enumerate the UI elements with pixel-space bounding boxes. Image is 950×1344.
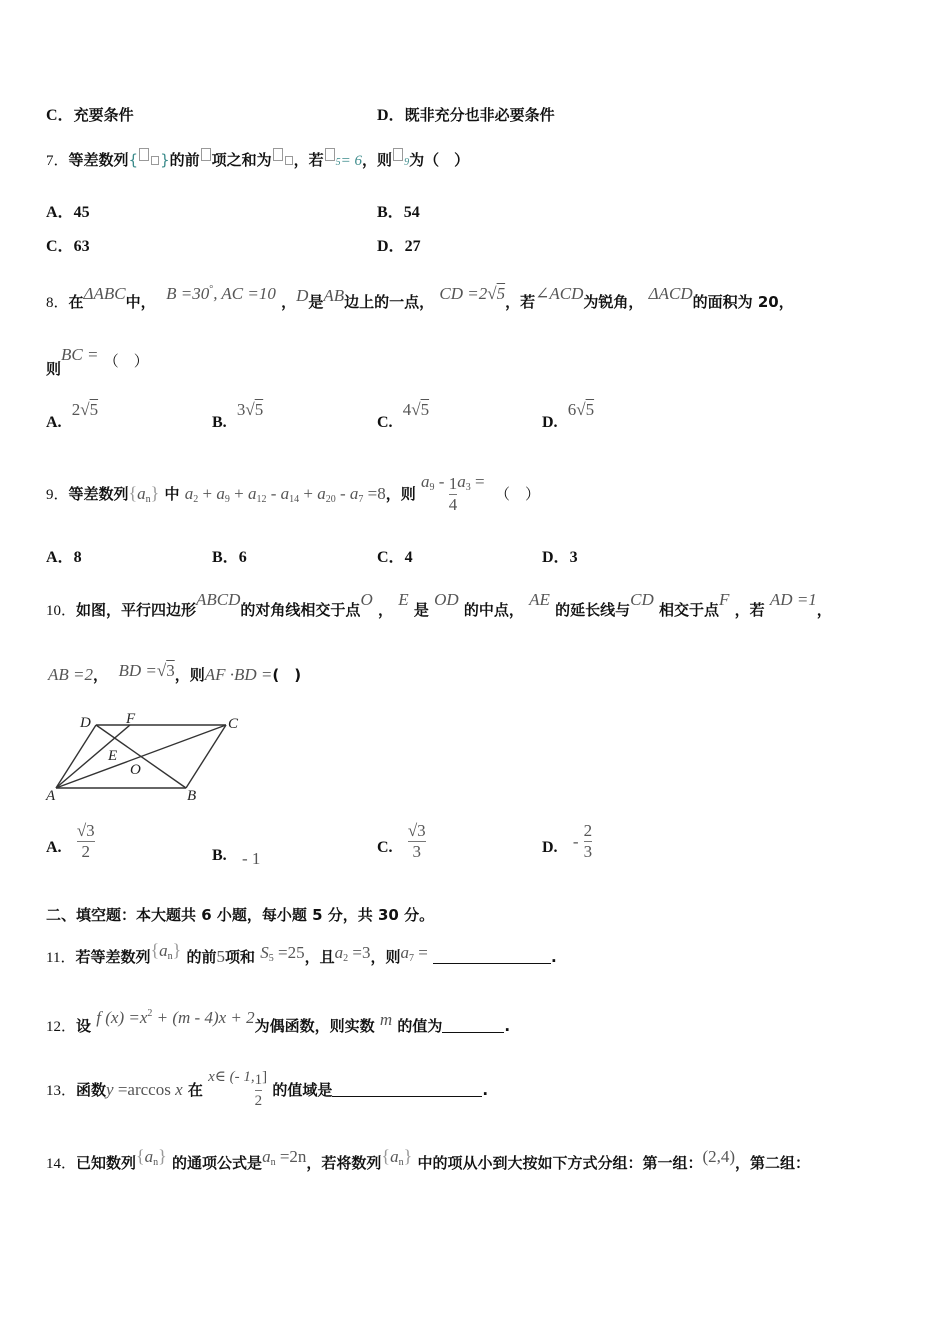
radicand: 3 (166, 661, 175, 680)
math-text: AF ·BD = (204, 665, 273, 684)
question-7 (46, 148, 469, 170)
question-number: 7． (46, 153, 69, 169)
text: 为偶函数，则实数 (254, 1017, 375, 1035)
q7-option-c (46, 233, 90, 256)
radicand: 5 (254, 400, 264, 419)
math-text: y (106, 1080, 114, 1099)
text: 为（ ） (409, 151, 470, 169)
math-text: CD (630, 590, 654, 609)
text: 的通项公式是 (172, 1154, 263, 1172)
q10-option-d: D. - $\frac{2}{3}$ (542, 821, 593, 861)
option-label: A． (46, 204, 74, 221)
radicand: 5 (585, 400, 595, 419)
text: ， (93, 666, 109, 684)
parallelogram-diagram (44, 708, 254, 802)
text: . (551, 948, 557, 966)
equation: $a_2 + a_9 + a_{12} - a_{14} + a_{20} - a_7 =8$ (184, 484, 386, 505)
math-text: AB =2 (48, 665, 93, 684)
text: ，第二组： (735, 1154, 811, 1172)
math-text: CD =2 (439, 284, 488, 303)
option-value: 6 (238, 549, 247, 566)
option-label: B． (212, 549, 239, 566)
text: 的值为 (397, 1017, 443, 1035)
option-value: - 1 (241, 849, 261, 868)
missing-glyph-icon (393, 148, 403, 161)
text: ， (281, 293, 297, 311)
missing-glyph-icon (273, 148, 283, 161)
math-text: ∠ACD (535, 284, 584, 303)
question-number: 13． (46, 1083, 77, 1099)
missing-glyph-icon (201, 148, 211, 161)
subscript: 9 (404, 157, 410, 168)
answer-blank[interactable] (442, 1032, 504, 1033)
math-text: AE (529, 590, 550, 609)
option-value: 27 (404, 238, 421, 255)
option-text: 既非充分也非必要条件 (404, 106, 555, 124)
label-o: O (130, 762, 141, 778)
option-value: 63 (73, 238, 90, 255)
label-d: D (80, 715, 91, 731)
text: 的前 (169, 151, 200, 169)
answer-paren: （ ） (494, 485, 540, 503)
sequence-notation: { } (129, 151, 170, 169)
missing-glyph-icon (325, 148, 335, 161)
text: 为锐角， (583, 293, 644, 311)
text: 若等差数列 (75, 948, 151, 966)
question-number: 14． (46, 1156, 77, 1172)
coef: 2 (71, 400, 81, 419)
q9-option-c (377, 544, 413, 567)
option-label: A. (46, 414, 62, 431)
fraction: $\frac{1}{4}$ (448, 474, 458, 514)
option-label: D． (542, 549, 570, 566)
question-11: 11．若等差数列$\{a_n\}$ 的前5项和 $S_5 =25$，且$a_2 =3$，则$a_7$ = . (46, 940, 557, 966)
text: 的对角线相交于点 (240, 601, 361, 619)
option-label: B. (212, 414, 227, 431)
math-text: m (379, 1010, 393, 1029)
text: ，若将数列 (306, 1154, 382, 1172)
math-text: (2,4) (702, 1147, 736, 1166)
text: 设 (76, 1017, 92, 1035)
option-label: A. (46, 838, 62, 856)
question-number: 10． (46, 603, 77, 619)
question-number: 9． (46, 487, 69, 503)
option-value: 54 (403, 204, 420, 221)
text: 中的项从小到大按如下方式分组：第一组： (417, 1154, 703, 1172)
text: 等差数列 (68, 151, 129, 169)
math-text: BC = (61, 345, 99, 364)
math-text: F (719, 590, 730, 609)
question-12: 12．设 f $(x) =x^2 + (m - 4)x + 2$为偶函数，则实数 m 的值为 . (46, 1008, 511, 1035)
text: 是 (413, 601, 429, 619)
math-text: ΔACD (648, 284, 693, 303)
text: ，且 (304, 948, 335, 966)
coef: 3 (236, 400, 246, 419)
expression: $a_9$ - (421, 472, 449, 493)
math-text: B =30 (166, 284, 210, 303)
label-b: B (187, 788, 197, 802)
text: ，则 (362, 151, 393, 169)
q8-option-b: B. 3√5 (212, 400, 264, 431)
text: 在 (187, 1081, 203, 1099)
text: 等差数列 (68, 485, 129, 503)
text: ，若 (505, 293, 536, 311)
coef: 6 (567, 400, 577, 419)
text: 的延长线与 (555, 601, 631, 619)
text: ，若 (293, 151, 324, 169)
text: 的值域是 (272, 1081, 333, 1099)
question-10-continued: AB =2， BD =√3，则AF ·BD =( ) (48, 661, 302, 684)
question-13: 13．函数y =arccos x 在 x∈ (- 1, $\frac{1}{2}$ ] 的值域是 . (46, 1069, 489, 1109)
answer-paren: ( ) (272, 666, 302, 684)
text: . (482, 1081, 489, 1099)
question-number: 12． (46, 1019, 77, 1035)
text: 中 (164, 485, 180, 503)
q10-option-c: C. $\frac{√3}{3}$ (377, 821, 426, 861)
math-text: = 6 (340, 153, 363, 169)
math-text: ΔABC (83, 284, 126, 303)
text: ， (816, 601, 832, 619)
label-a: A (46, 788, 56, 802)
text: 项和 (225, 948, 256, 966)
text: 已知数列 (76, 1154, 137, 1172)
text: 的中点， (463, 601, 524, 619)
math-text: E (398, 590, 409, 609)
q8-option-a: A. 2√5 (46, 400, 99, 431)
math-text: OD (434, 590, 459, 609)
text: 边上的一点， (344, 293, 435, 311)
option-label: D． (377, 107, 405, 124)
math-text: x (175, 1080, 183, 1099)
parallelogram-figure (44, 708, 254, 802)
radicand: 5 (496, 284, 506, 303)
subscript: 5 (335, 157, 341, 168)
question-number: 8． (46, 295, 69, 311)
text: ， (377, 601, 393, 619)
text: ，则 (174, 666, 205, 684)
text: . (504, 1017, 511, 1035)
text: 中， (125, 293, 156, 311)
option-label: D． (377, 238, 405, 255)
text: 项之和为 (211, 151, 272, 169)
degree-symbol: ° (209, 284, 214, 295)
option-label: C． (46, 238, 74, 255)
option-text: 充要条件 (73, 106, 134, 124)
text: 在 (68, 293, 84, 311)
q9-option-d (542, 544, 578, 567)
math-text: x∈ (- 1, (208, 1069, 255, 1085)
text: 如图，平行四边形 (76, 601, 197, 619)
q7-option-b (377, 199, 420, 222)
math-text: a (137, 484, 146, 503)
radicand: 5 (89, 400, 99, 419)
text: 的面积为 20， (692, 293, 794, 311)
math-text: , AC =10 (213, 284, 276, 303)
math-text: AD =1 (769, 590, 817, 609)
text: 的前 (186, 948, 217, 966)
section-heading: 二、填空题：本大题共 6 小题，每小题 5 分，共 30 分。 (46, 906, 435, 924)
answer-paren: （ ） (103, 352, 149, 370)
question-14: 14．已知数列$\{a_n\}$ 的通项公式是$a_n =2n$，若将数列$\{a_n\}$ 中的项从小到大按如下方式分组：第一组：(2,4)，第二组： (46, 1146, 811, 1172)
question-9: 9．等差数列$\{a_n\}$ 中 $a_2 + a_9 + a_{12} - a_{14} + a_{20} - a_7 =8$，则 $a_9$ - $\frac{1}{4}$ $a_3$ = （ ） (46, 472, 540, 514)
q6-option-c (46, 102, 134, 125)
math-text: 5 (216, 947, 225, 966)
missing-glyph-icon (285, 156, 293, 165)
question-10 (46, 580, 832, 631)
text: ，则 (385, 485, 416, 503)
subscript: n (145, 494, 151, 505)
option-value: 3 (569, 549, 578, 566)
q10-option-b (212, 845, 260, 869)
math-text: O (360, 590, 373, 609)
radicand: 5 (420, 400, 430, 419)
text: 相交于点 (659, 601, 720, 619)
option-label: B. (212, 847, 227, 864)
answer-blank[interactable] (332, 1096, 482, 1097)
q9-option-a (46, 544, 82, 567)
answer-blank[interactable] (433, 963, 551, 964)
option-label: D. (542, 838, 558, 856)
q8-option-c: C. 4√5 (377, 400, 430, 431)
math-text: D (296, 286, 309, 305)
q7-option-d (377, 233, 421, 256)
math-text: BD = (118, 661, 157, 680)
option-label: C. (377, 414, 393, 431)
option-label: B． (377, 204, 404, 221)
question-8: 8．在ΔABC中， B =30°, AC =10 ，D是AB边上的一点， CD =2√5，若∠ACD为锐角， ΔACD的面积为 20， (46, 284, 794, 311)
question-8-continued (46, 340, 149, 384)
option-value: 4 (404, 549, 413, 566)
q6-option-d (377, 102, 555, 125)
sequence-notation (137, 484, 151, 503)
math-text: AB (323, 286, 345, 305)
q7-option-a (46, 199, 90, 222)
q10-option-a: A. $\frac{√3}{2}$ (46, 821, 95, 861)
label-c: C (228, 716, 239, 732)
text: ，则 (370, 948, 401, 966)
math-text: =arccos (113, 1080, 176, 1099)
option-value: 8 (73, 549, 82, 566)
option-label: C． (46, 107, 74, 124)
option-label: C． (377, 549, 405, 566)
option-label: C. (377, 838, 393, 856)
option-label: A． (46, 549, 74, 566)
coef: 4 (402, 400, 412, 419)
question-number: 11． (46, 950, 76, 966)
text: 函数 (76, 1081, 107, 1099)
label-f: F (126, 711, 136, 727)
option-value: 45 (73, 204, 90, 221)
math-text: ABCD (196, 590, 241, 609)
q9-option-b (212, 544, 247, 567)
text: 是 (308, 293, 324, 311)
label-e: E (108, 748, 118, 764)
option-label: D. (542, 414, 558, 431)
text: ，若 (734, 601, 765, 619)
text: 则 (46, 360, 62, 378)
q8-option-d: D. 6√5 (542, 400, 595, 431)
